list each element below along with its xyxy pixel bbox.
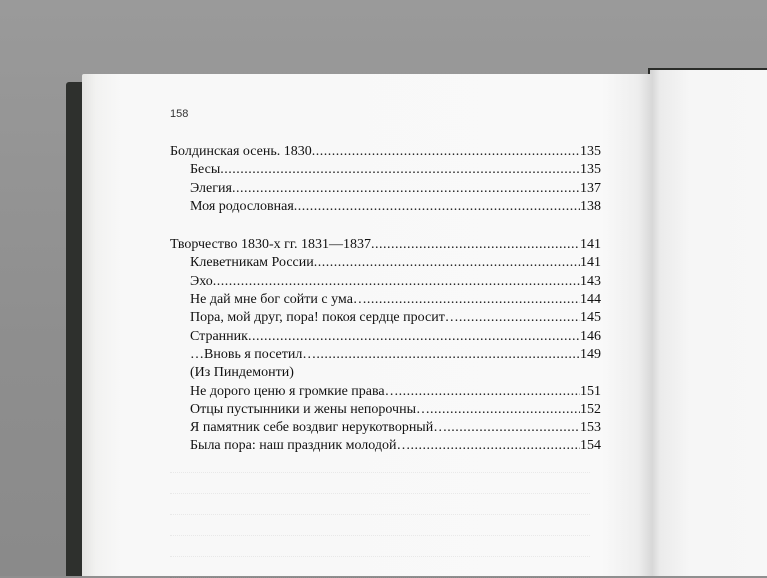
leader-dots <box>371 236 580 254</box>
toc-entry <box>170 346 601 364</box>
toc-entry-page: 151 <box>580 383 601 399</box>
toc-entry <box>170 401 601 419</box>
toc-entry <box>170 273 601 291</box>
toc-entry-page: 144 <box>580 292 601 308</box>
toc-entry-page: 135 <box>580 162 601 178</box>
leader-dots <box>367 291 580 309</box>
toc-entry-title: Была пора: наш праздник молодой… <box>190 438 411 454</box>
toc-entry <box>170 419 601 437</box>
toc-entry-title: Моя родословная <box>190 198 294 214</box>
toc-entry-page: 153 <box>580 420 601 436</box>
toc-entry-page: 146 <box>580 328 601 344</box>
toc-entry-title: Клеветникам России <box>190 255 314 271</box>
leader-dots <box>447 419 580 437</box>
toc-entry-page: 154 <box>580 438 601 454</box>
leader-dots <box>213 273 580 291</box>
leader-dots <box>248 328 580 346</box>
toc-entry-title: Отцы пустынники и жены непорочны… <box>190 401 430 417</box>
toc-entry-title: Не дорого ценю я громкие права… <box>190 383 399 399</box>
toc-entry <box>170 383 601 401</box>
toc-entry <box>170 198 601 216</box>
toc-entry-page: 152 <box>580 401 601 417</box>
leader-dots <box>459 309 580 327</box>
toc-entry-title: Эхо <box>190 273 213 289</box>
toc-entry <box>170 161 601 179</box>
leader-dots <box>294 198 580 216</box>
toc-entry <box>170 254 601 272</box>
table-of-contents <box>170 143 601 456</box>
toc-entry <box>170 437 601 455</box>
toc-entry-page: 149 <box>580 346 601 362</box>
show-through-text <box>170 455 590 575</box>
toc-entry-title: Элегия <box>190 180 232 196</box>
toc-entry-title: Творчество 1830-х гг. 1831—1837 <box>170 237 372 253</box>
leader-dots <box>430 401 580 419</box>
toc-entry-page: 135 <box>580 144 601 159</box>
toc-entry-page: 137 <box>580 180 601 196</box>
toc-entry <box>170 364 601 382</box>
toc-entry-title: Болдинская осень. 1830 <box>170 144 312 159</box>
leader-dots <box>411 437 581 455</box>
toc-entry-title: Я памятник себе воздвиг нерукотворный… <box>190 420 448 436</box>
toc-entry <box>170 180 601 198</box>
right-page <box>650 70 767 576</box>
toc-entry-page: 145 <box>580 310 601 326</box>
toc-entry-page: 138 <box>580 198 601 214</box>
leader-dots <box>399 383 580 401</box>
toc-entry-title: Странник <box>190 328 248 344</box>
toc-entry-page: 141 <box>580 237 601 253</box>
toc-entry-title: Пора, мой друг, пора! покоя сердце просит… <box>190 310 459 326</box>
toc-entry-title: …Вновь я посетил… <box>190 346 317 362</box>
leader-dots <box>312 143 580 161</box>
leader-dots <box>220 161 580 179</box>
toc-entry-page: 141 <box>580 255 601 271</box>
toc-section-heading <box>170 236 601 254</box>
toc-entry <box>170 291 601 309</box>
leader-dots <box>314 254 580 272</box>
leader-dots <box>316 346 580 364</box>
toc-entry-title: Бесы <box>190 162 221 178</box>
toc-entry <box>170 309 601 327</box>
toc-entry-page: 143 <box>580 273 601 289</box>
page-number: 158 <box>170 108 189 120</box>
toc-section-heading <box>170 143 601 161</box>
toc-entry <box>170 328 601 346</box>
toc-entry-title: (Из Пиндемонти) <box>190 365 294 381</box>
toc-entry-title: Не дай мне бог сойти с ума… <box>190 292 367 308</box>
leader-dots <box>232 180 580 198</box>
